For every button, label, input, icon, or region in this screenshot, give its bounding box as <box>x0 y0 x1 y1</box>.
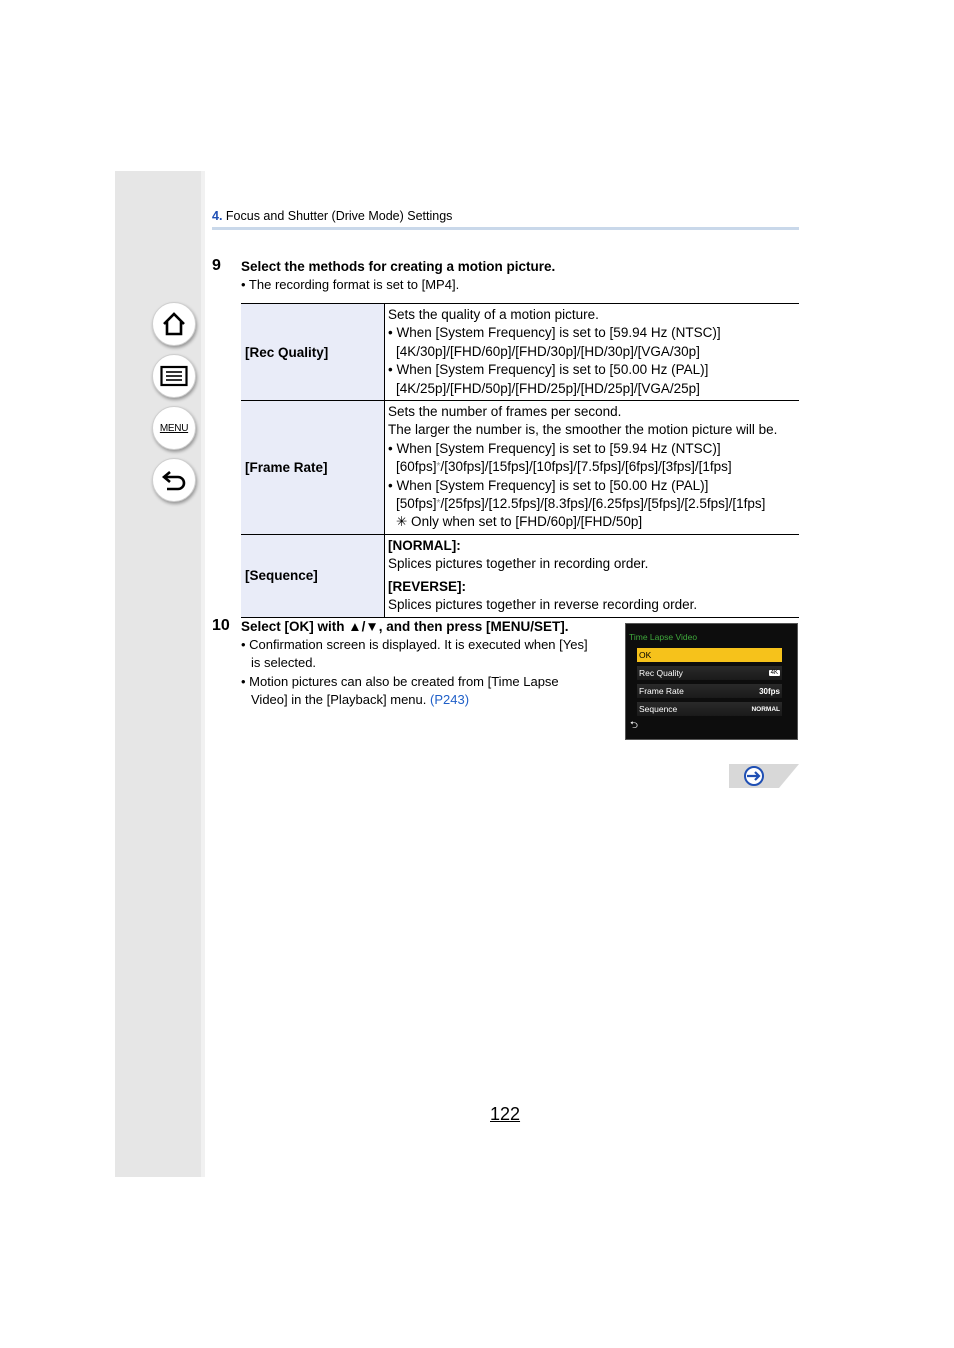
camera-back-icon: ⮌ <box>630 720 639 731</box>
step-10-bullet-2b-text: Video] in the [Playback] menu. <box>251 692 427 707</box>
camera-row-value: NORMAL <box>751 705 780 713</box>
camera-row-rec-quality <box>637 666 782 680</box>
frame-rate-line-5: • When [System Frequency] is set to [50.00 Hz (PAL)] <box>388 477 709 493</box>
camera-row-value: 30fps <box>759 686 780 696</box>
step-10-bullet-2b <box>251 691 469 709</box>
frame-rate-line-6 <box>388 495 796 513</box>
camera-screen-image <box>625 623 798 740</box>
camera-row-frame-rate <box>637 684 782 698</box>
step-10-bullet-1a: • Confirmation screen is displayed. It is executed when [Yes] <box>241 637 588 652</box>
step-9-title: Select the methods for creating a motion picture. <box>241 259 556 274</box>
camera-row-label: OK <box>639 650 652 660</box>
contents-button[interactable] <box>152 354 196 398</box>
frame-rate-60fps: [60fps] <box>396 459 437 475</box>
rec-quality-line-1: Sets the quality of a motion picture. <box>388 307 599 322</box>
rec-quality-line-3: [4K/30p]/[FHD/60p]/[FHD/30p]/[HD/30p]/[VGA/30p] <box>396 343 700 359</box>
back-button[interactable] <box>152 458 196 502</box>
sequence-desc <box>385 534 800 617</box>
frame-rate-line-2: The larger the number is, the smoother the motion picture will be. <box>388 422 778 438</box>
table-row-frame-rate <box>241 401 799 535</box>
frame-rate-pal-values: /[25fps]/[12.5fps]/[8.3fps]/[6.25fps]/[5fps]/[2.5fps]/[1fps] <box>440 496 766 512</box>
sequence-reverse-heading: [REVERSE]: <box>388 578 467 594</box>
table-row-sequence <box>241 534 799 617</box>
camera-row-label: Sequence <box>639 704 678 714</box>
home-button[interactable] <box>152 302 196 346</box>
table-row-rec-quality <box>241 304 799 401</box>
sequence-reverse-desc: Splices pictures together in reverse recording order. <box>388 597 698 613</box>
camera-row-sequence <box>637 702 782 716</box>
chapter-title: Focus and Shutter (Drive Mode) Settings <box>225 209 453 223</box>
page-number: 122 <box>490 1104 521 1124</box>
rec-quality-line-5: [4K/25p]/[FHD/50p]/[FHD/25p]/[HD/25p]/[VGA/25p] <box>396 380 700 396</box>
frame-rate-note: ✳ Only when set to [FHD/60p]/[FHD/50p] <box>396 514 643 530</box>
arrow-right-circle-icon <box>745 767 763 785</box>
chapter-header <box>212 209 452 223</box>
step-10-title: Select [OK] with ▲/▼, and then press [MENU/SET]. <box>241 619 569 634</box>
frame-rate-desc <box>385 401 800 535</box>
frame-rate-line-3: • When [System Frequency] is set to [59.94 Hz (NTSC)] <box>388 440 721 456</box>
camera-row-label: Rec Quality <box>639 668 683 678</box>
frame-rate-line-4 <box>388 458 796 476</box>
menu-icon: MENU <box>159 422 189 434</box>
step-10-bullet-2a: • Motion pictures can also be created from [Time Lapse <box>241 674 559 689</box>
rec-quality-line-4: • When [System Frequency] is set to [50.00 Hz (PAL)] <box>388 362 709 378</box>
next-page-button[interactable] <box>729 764 799 788</box>
rec-quality-line-2: • When [System Frequency] is set to [59.94 Hz (NTSC)] <box>388 325 721 341</box>
frame-rate-label: [Frame Rate] <box>241 401 385 535</box>
frame-rate-ntsc-values: /[30fps]/[15fps]/[10fps]/[7.5fps]/[6fps]/[3fps]/[1fps] <box>440 459 732 475</box>
camera-row-ok <box>637 648 782 662</box>
sidebar-edge <box>201 171 205 1177</box>
footnote-star: * <box>436 498 441 510</box>
step-10-number: 10 <box>212 617 230 634</box>
back-icon <box>161 468 187 492</box>
step-9-number: 9 <box>212 257 221 274</box>
step-10-bullet-1b: is selected. <box>251 655 317 670</box>
rec-quality-desc <box>385 304 800 401</box>
header-rule <box>212 227 799 230</box>
next-page-tab <box>729 764 799 788</box>
frame-rate-line-1: Sets the number of frames per second. <box>388 404 622 420</box>
frame-rate-50fps: [50fps] <box>396 496 437 512</box>
chapter-number: 4. <box>212 209 223 223</box>
rec-quality-label: [Rec Quality] <box>241 304 385 401</box>
camera-screen-title: Time Lapse Video <box>629 632 698 642</box>
sequence-label: [Sequence] <box>241 534 385 617</box>
menu-button[interactable] <box>152 406 196 450</box>
page-link-p243[interactable]: (P243) <box>430 692 470 707</box>
step-9-bullet: • The recording format is set to [MP4]. <box>241 277 460 292</box>
footnote-star: * <box>436 461 441 473</box>
home-icon <box>161 311 187 337</box>
sequence-normal-heading: [NORMAL]: <box>388 537 461 553</box>
sequence-normal-desc: Splices pictures together in recording order. <box>388 556 649 572</box>
contents-list-icon <box>160 365 188 387</box>
camera-quality-icon: 4K <box>770 670 778 676</box>
camera-row-label: Frame Rate <box>639 686 684 696</box>
settings-table <box>241 303 799 618</box>
